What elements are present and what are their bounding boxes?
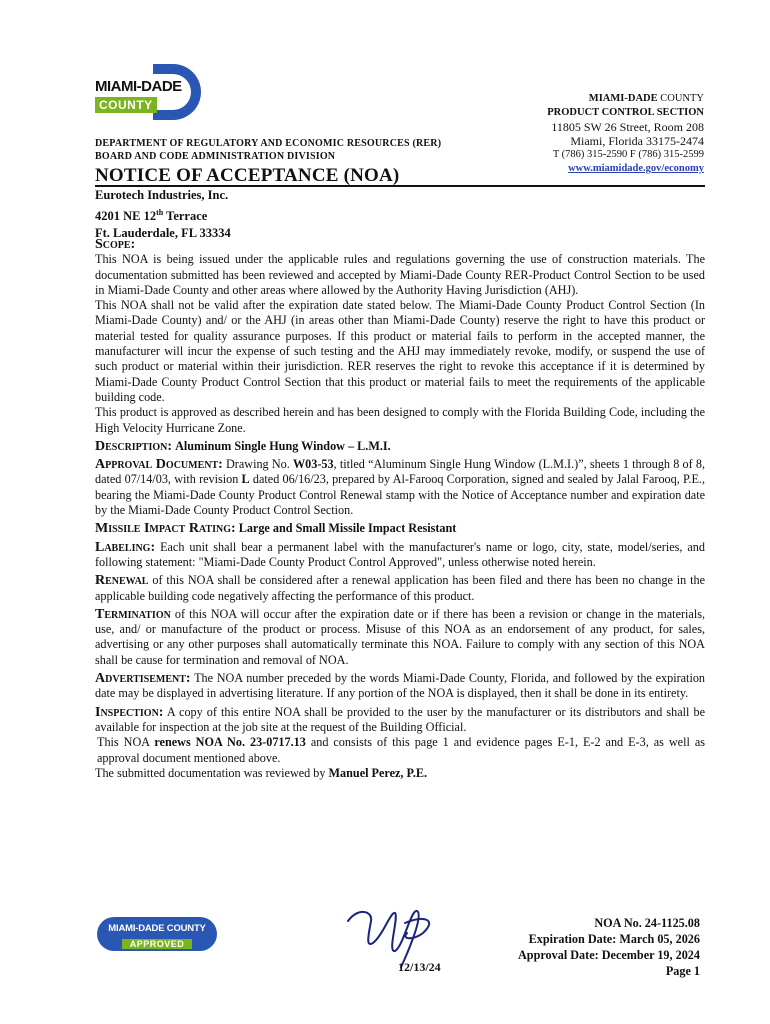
scope-paragraph-2: This NOA shall not be valid after the expiration date stated below. The Miami-Dade County Product Control Section (In Miami-Dade County) and/ or the AHJ (in areas other than Miami-Dade County) reserve the right to have this product or material tested for quality assurance purposes. If this product or material fails to perform in the accepted manner, the manufacturer will incur the expense of such testing and the AHJ may immediately revoke, modify, or suspend the use of such product or material within their jurisdiction. RER reserves the right to revoke this acceptance if it is determined by Miami-Dade County Product Control Section that this product or material fails to meet the requirements of the applicable building code.: [95, 298, 705, 404]
reviewed-by: The submitted documentation was reviewed by Manuel Perez, P.E.: [95, 765, 428, 780]
advertisement-heading: Advertisement:: [95, 671, 191, 687]
reviewer-name: Manuel Perez, P.E.: [328, 765, 428, 780]
missile-heading: Missile Impact Rating:: [95, 521, 236, 537]
advertisement-paragraph: Advertisement: The NOA number preceded by the words Miami-Dade County, Florida, and followed by the expiration date may be displayed in advertising literature. If any portion of the NOA is displayed, then it shall be done in its entirety.: [95, 671, 706, 701]
miami-dade-logo: [95, 62, 215, 122]
expiration-date: Expiration Date: March 05, 2026: [528, 932, 700, 946]
dept-line-1: DEPARTMENT OF REGULATORY AND ECONOMIC RESOURCES (RER): [95, 138, 442, 149]
logo-text: MIAMI-DADE: [95, 78, 182, 95]
page-number: Page 1: [665, 964, 700, 978]
applicant-name: Eurotech Industries, Inc.: [95, 188, 229, 202]
applicant-street: 4201 NE 12th Terrace: [95, 208, 208, 224]
revision-letter: L: [241, 472, 250, 487]
applicant-address: [95, 187, 231, 242]
noa-footer: [518, 915, 700, 979]
rer-street: 11805 SW 26 Street, Room 208: [551, 120, 704, 134]
rer-website-link[interactable]: www.miamidade.gov/economy: [568, 163, 704, 174]
applicant-city: Ft. Lauderdale, FL 33334: [95, 226, 231, 241]
scope-paragraph-3: This product is approved as described herein and has been designed to comply with the Florida Building Code, including the High Velocity Hurricane Zone.: [95, 405, 705, 435]
logo-county: COUNTY: [95, 97, 157, 113]
rer-county: COUNTY: [657, 93, 704, 104]
approved-logo-line-2: APPROVED: [122, 939, 193, 949]
inspection-paragraph: Inspection: A copy of this entire NOA shall be provided to the user by the manufacturer or its distributors and shall be available for inspection at the job site at the request of the Building Official.: [95, 704, 705, 734]
noa-body: [95, 237, 705, 781]
inspection-heading: Inspection:: [95, 704, 164, 720]
description-heading: Description:: [95, 438, 173, 454]
labeling-heading: Labeling:: [95, 539, 156, 555]
drawing-number: W03-53: [292, 457, 334, 472]
renews-paragraph: This NOA renews NOA No. 23-0717.13 and consists of this page 1 and evidence pages E-1, E-2 and E-3, as well as approval document mentioned above.: [97, 735, 705, 765]
noa-number: NOA No. 24-1125.08: [594, 916, 700, 930]
rer-city: Miami, Florida 33175-2474: [570, 134, 704, 148]
renews-noa-number: renews NOA No. 23-0717.13: [154, 735, 306, 750]
renewal-heading: Renewal: [95, 573, 149, 589]
approved-logo: [97, 917, 217, 951]
rer-contact-block: [547, 92, 704, 176]
missile-value: Large and Small Missile Impact Resistant: [238, 521, 457, 536]
page-title: NOTICE OF ACCEPTANCE (NOA): [95, 165, 400, 186]
approved-logo-line-1: MIAMI-DADE COUNTY: [108, 923, 206, 934]
termination-heading: Termination: [95, 606, 171, 622]
labeling-paragraph: Labeling: Each unit shall bear a permanent label with the manufacturer's name or logo, city, state, model/series, and following statement: "Miami-Dade County Product Control Approved", unless otherwise noted herein.: [95, 539, 705, 569]
description-value: Aluminum Single Hung Window – L.M.I.: [175, 438, 391, 453]
renewal-paragraph: Renewal of this NOA shall be considered after a renewal application has been filed and there has been no change in the applicable building code negatively affecting the performance of this product.: [95, 573, 705, 603]
scope-paragraph-1: This NOA is being issued under the applicable rules and regulations governing the use of construction materials. The documentation submitted has been reviewed and accepted by Miami-Dade County RER-Product Control Section to be used in Miami-Dade County and other areas where allowed by the Authority Having Jurisdiction (AHJ).: [95, 252, 705, 297]
rer-miami-dade: MIAMI-DADE: [588, 93, 658, 104]
approval-heading: Approval Document:: [95, 457, 223, 473]
approval-date: Approval Date: December 19, 2024: [518, 948, 700, 962]
rer-section: PRODUCT CONTROL SECTION: [547, 107, 704, 118]
termination-paragraph: Termination of this NOA will occur after the expiration date or if there has been a revision or change in the materials, use, and/ or manufacture of the product or process. Misuse of this NOA as an endorsement of any product, for sales, advertising or any other purposes shall automatically terminate this NOA. Failure to comply with any section of this NOA shall be cause for termination and removal of NOA.: [95, 606, 706, 667]
scope-heading: Scope:: [95, 237, 136, 252]
signature-date: 12/13/24: [398, 960, 441, 974]
approval-paragraph: Approval Document: Drawing No. W03-53, titled “Aluminum Single Hung Window (L.M.I.)”, sheets 1 through 8 of 8, dated 07/14/03, with revision L dated 06/16/23, prepared by Al-Farooq Corporation, signed and sealed by Jalal Farooq, P.E., bearing the Miami-Dade County Product Control Renewal stamp with the Notice of Acceptance number and expiration date by the Miami-Dade County Product Control Section.: [95, 457, 705, 518]
dept-line-2: BOARD AND CODE ADMINISTRATION DIVISION: [95, 151, 336, 162]
department-heading: [95, 137, 441, 163]
rer-phone: T (786) 315-2590 F (786) 315-2599: [552, 149, 704, 160]
